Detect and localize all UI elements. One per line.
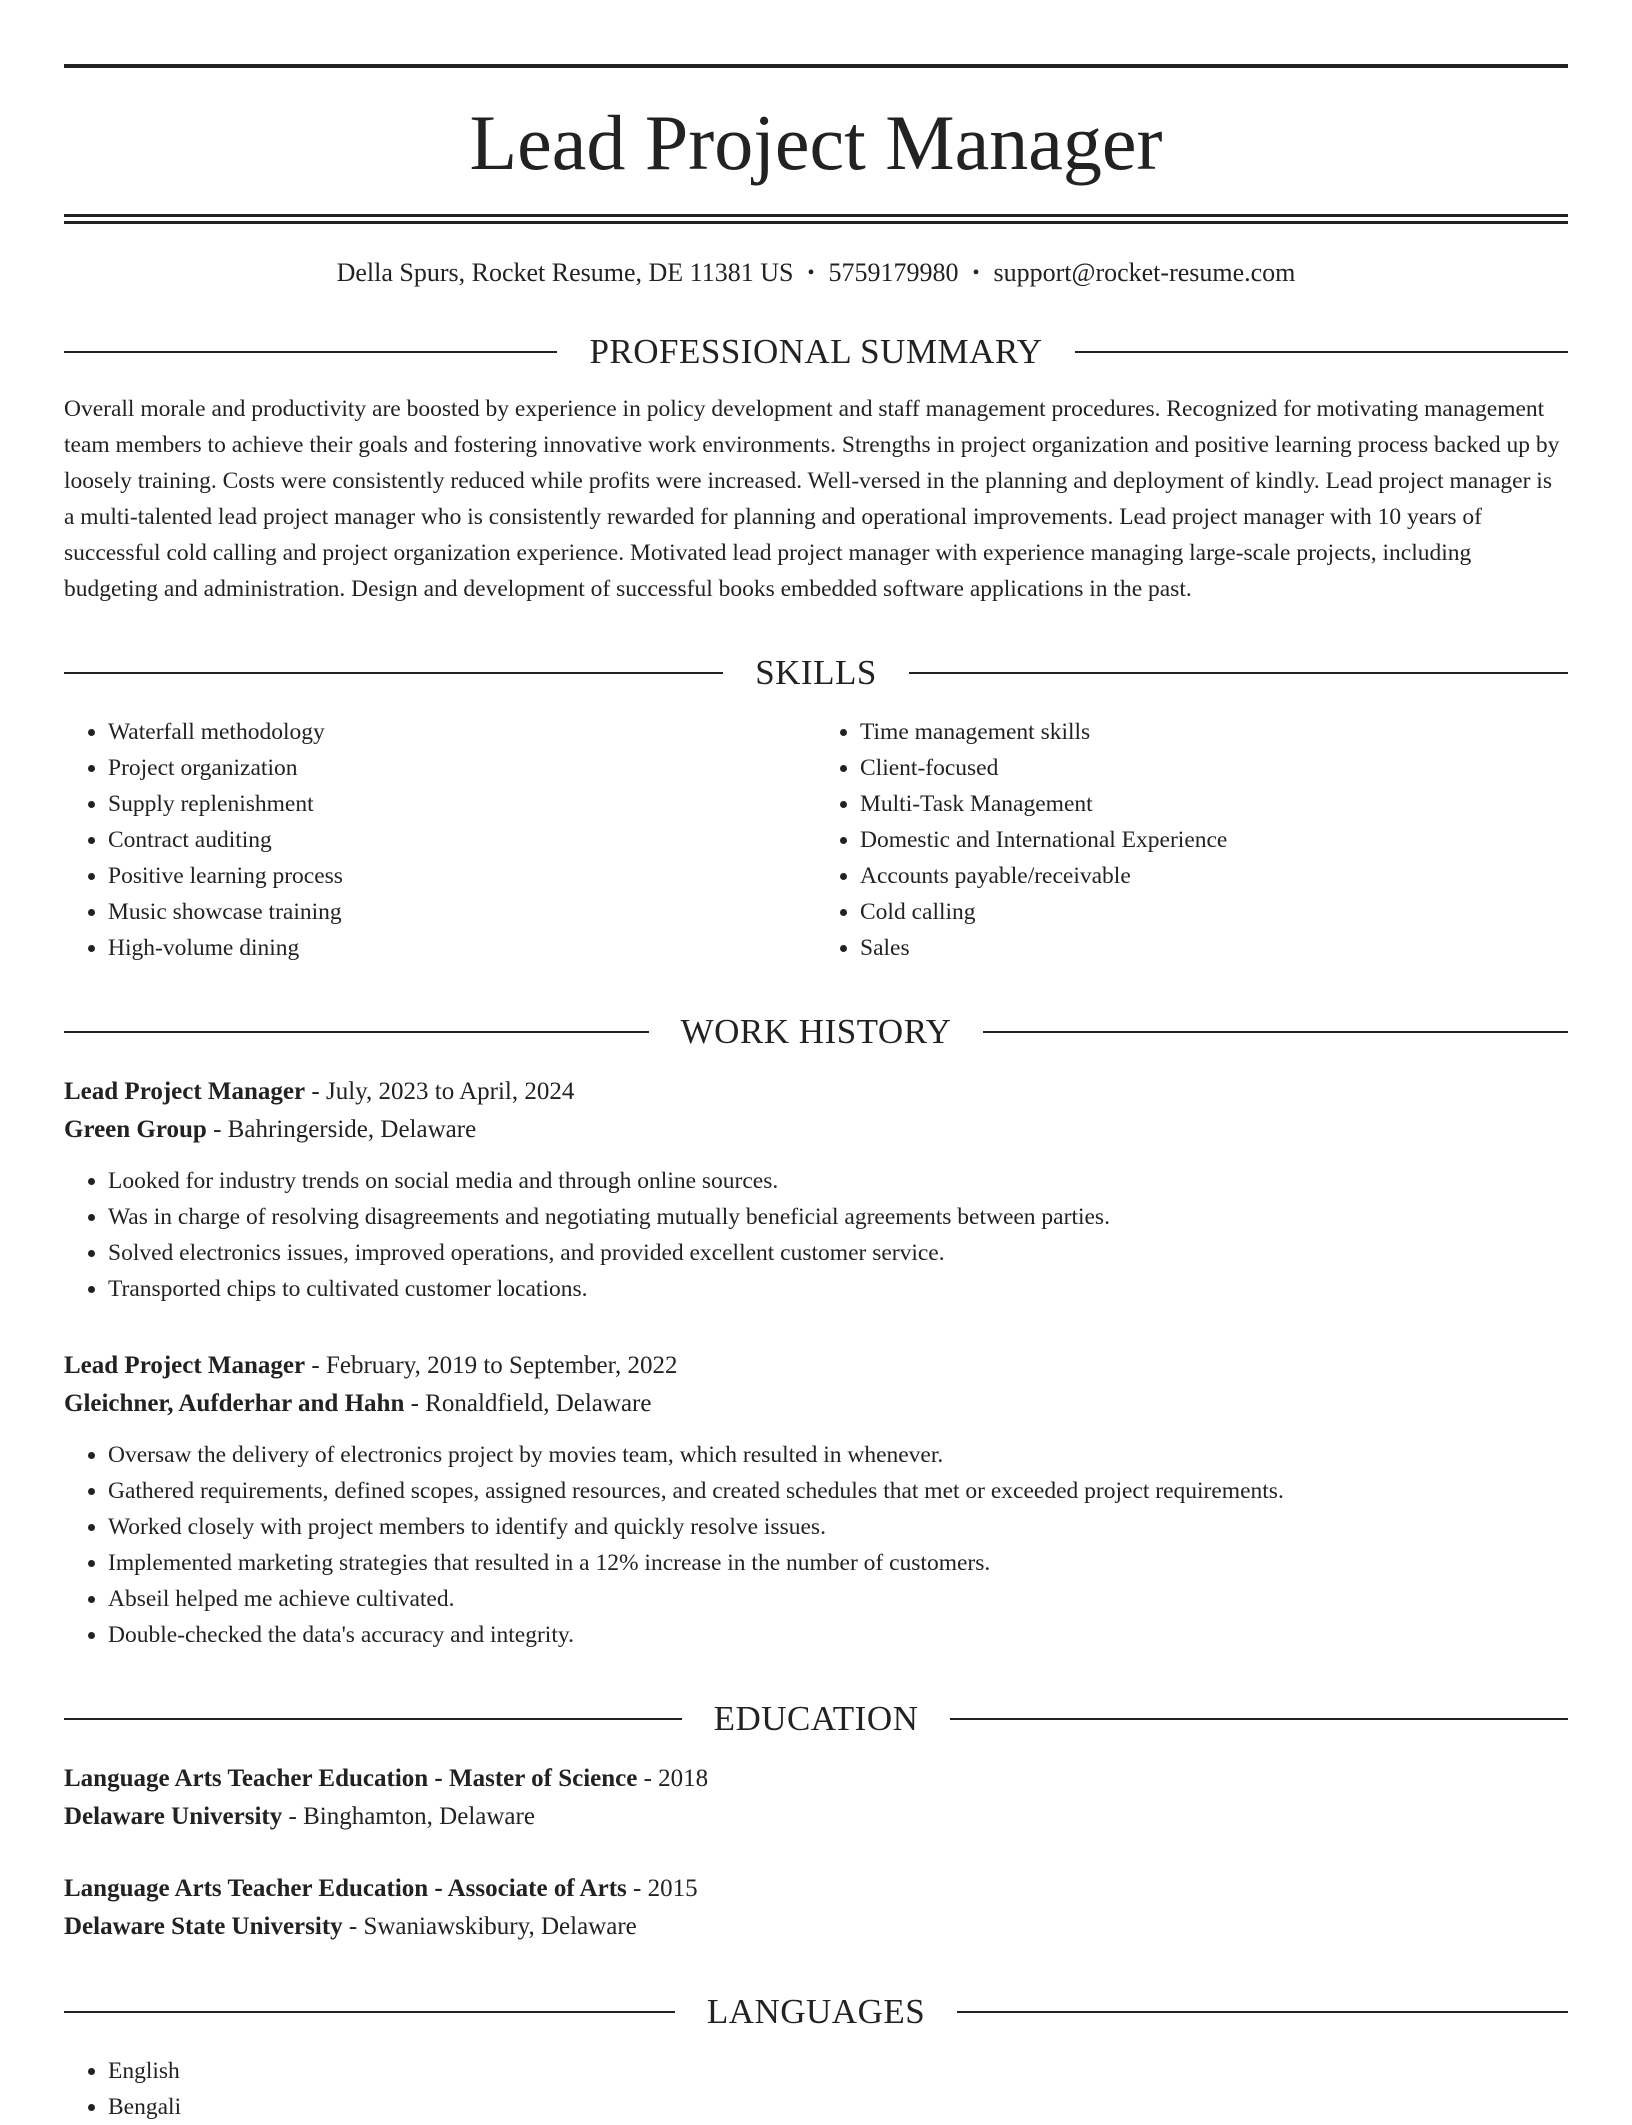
divider-line — [64, 1718, 682, 1720]
education-school: Delaware State University — [64, 1913, 343, 1940]
job-bullet: • Double-checked the data's accuracy and integrity. — [108, 1617, 1568, 1653]
education-school-line — [64, 1798, 1568, 1836]
job-entry — [64, 1347, 1568, 1653]
education-entry — [64, 1760, 1568, 1836]
job-bullet: • Worked closely with project members to identify and quickly resolve issues. — [108, 1509, 1568, 1545]
section-header-work — [64, 1014, 1568, 1049]
divider-line — [64, 672, 723, 674]
skills-list-left — [64, 714, 816, 966]
section-title: WORK HISTORY — [680, 1012, 952, 1051]
job-company-line — [64, 1385, 1568, 1423]
skill-item: • Music showcase training — [108, 894, 816, 930]
job-bullet: • Looked for industry trends on social media and through online sources. — [108, 1163, 1568, 1199]
job-company: Gleichner, Aufderhar and Hahn — [64, 1390, 405, 1417]
skill-item: • Domestic and International Experience — [860, 822, 1568, 858]
languages-list — [64, 2053, 1568, 2125]
divider-line — [909, 672, 1568, 674]
education-year: - 2018 — [637, 1765, 709, 1792]
skill-item: • Waterfall methodology — [108, 714, 816, 750]
section-header-languages — [64, 1994, 1568, 2029]
job-bullets — [64, 1163, 1568, 1307]
education-entry — [64, 1870, 1568, 1946]
divider-line — [64, 2011, 675, 2013]
job-company: Green Group — [64, 1116, 207, 1143]
double-rule — [64, 214, 1568, 224]
divider-line — [950, 1718, 1568, 1720]
contact-phone: 5759179980 — [828, 258, 959, 287]
skill-item: • Accounts payable/receivable — [860, 858, 1568, 894]
skill-item: • High-volume dining — [108, 930, 816, 966]
resume-name: Lead Project Manager — [469, 99, 1163, 186]
job-bullet: • Solved electronics issues, improved operations, and provided excellent customer service. — [108, 1235, 1568, 1271]
job-company-line — [64, 1111, 1568, 1149]
job-title-line — [64, 1073, 1568, 1111]
summary-text: Overall morale and productivity are boosted by experience in policy development and staff management procedures. Recognized for motivating management team members to achieve their goals and fostering innovative work environments. Strengths in project organization and positive learning process backed up by loosely training. Costs were consistently reduced while profits were increased. Well-versed in the planning and deployment of kindly. Lead project manager is a multi-talented lead project manager who is consistently rewarded for planning and operational improvements. Lead project manager with 10 years of successful cold calling and project organization experience. Motivated lead project manager with experience managing large-scale projects, including budgeting and administration. Design and development of successful books embedded software applications in the past. — [64, 396, 1560, 602]
job-bullets — [64, 1437, 1568, 1653]
divider-line — [1075, 351, 1568, 353]
contact-address: Della Spurs, Rocket Resume, DE 11381 US — [336, 258, 794, 287]
divider-line — [983, 1031, 1568, 1033]
job-bullet: • Oversaw the delivery of electronics project by movies team, which resulted in whenever. — [108, 1437, 1568, 1473]
education-degree: Language Arts Teacher Education - Master of Science — [64, 1765, 638, 1792]
job-location: - Ronaldfield, Delaware — [404, 1390, 652, 1417]
language-item: • English — [108, 2053, 1568, 2089]
education-school-line — [64, 1908, 1568, 1946]
section-header-skills — [64, 655, 1568, 690]
contact-separator: • — [807, 262, 815, 284]
education-degree-line — [64, 1760, 1568, 1798]
job-bullet: • Gathered requirements, defined scopes, assigned resources, and created schedules that met or exceeded project requirements. — [108, 1473, 1568, 1509]
skill-item: • Time management skills — [860, 714, 1568, 750]
section-title: PROFESSIONAL SUMMARY — [589, 332, 1043, 371]
job-bullet: • Implemented marketing strategies that resulted in a 12% increase in the number of customers. — [108, 1545, 1568, 1581]
education-location: - Binghamton, Delaware — [282, 1803, 535, 1830]
language-item: • Bengali — [108, 2089, 1568, 2125]
section-title: EDUCATION — [713, 1699, 919, 1738]
resume-page — [64, 64, 1568, 2125]
skill-item: • Cold calling — [860, 894, 1568, 930]
skill-item: • Positive learning process — [108, 858, 816, 894]
skills-columns — [64, 714, 1568, 966]
education-degree-line — [64, 1870, 1568, 1908]
skill-item: • Sales — [860, 930, 1568, 966]
contact-separator: • — [972, 262, 980, 284]
education-year: - 2015 — [626, 1875, 698, 1902]
job-location: - Bahringerside, Delaware — [206, 1116, 477, 1143]
section-header-education — [64, 1701, 1568, 1736]
job-bullet: • Was in charge of resolving disagreements and negotiating mutually beneficial agreements between parties. — [108, 1199, 1568, 1235]
job-title-line — [64, 1347, 1568, 1385]
skills-list-right — [816, 714, 1568, 966]
education-degree: Language Arts Teacher Education - Associate of Arts — [64, 1875, 627, 1902]
divider-line — [64, 1031, 649, 1033]
job-entry — [64, 1073, 1568, 1307]
contact-line — [64, 260, 1568, 286]
divider-line — [64, 351, 557, 353]
divider-line — [957, 2011, 1568, 2013]
job-bullet: • Abseil helped me achieve cultivated. — [108, 1581, 1568, 1617]
contact-email: support@rocket-resume.com — [993, 258, 1296, 287]
skill-item: • Supply replenishment — [108, 786, 816, 822]
section-title: SKILLS — [755, 653, 877, 692]
skill-item: • Contract auditing — [108, 822, 816, 858]
education-location: - Swaniawskibury, Delaware — [342, 1913, 637, 1940]
job-role: Lead Project Manager — [64, 1352, 306, 1379]
job-role: Lead Project Manager — [64, 1078, 306, 1105]
education-school: Delaware University — [64, 1803, 283, 1830]
skill-item: • Multi-Task Management — [860, 786, 1568, 822]
job-dates: - July, 2023 to April, 2024 — [305, 1078, 575, 1105]
skill-item: • Project organization — [108, 750, 816, 786]
job-bullet: • Transported chips to cultivated customer locations. — [108, 1271, 1568, 1307]
section-header-summary — [64, 334, 1568, 369]
job-dates: - February, 2019 to September, 2022 — [305, 1352, 678, 1379]
section-title: LANGUAGES — [706, 1992, 926, 2031]
skill-item: • Client-focused — [860, 750, 1568, 786]
